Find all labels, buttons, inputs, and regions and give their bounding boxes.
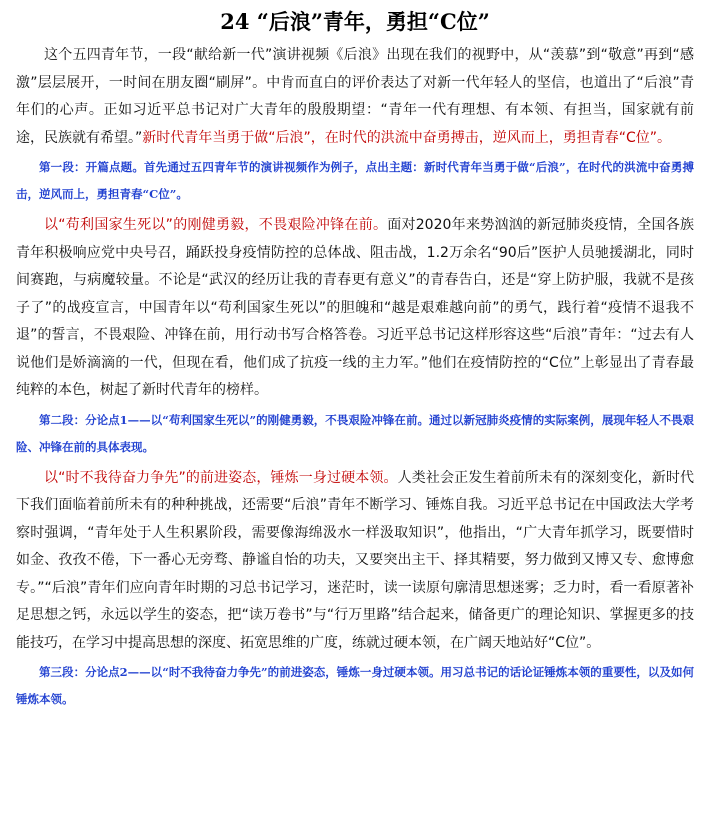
paragraph-3-highlight: 以“时不我待奋力争先”的前进姿态，锤炼一身过硬本领。 xyxy=(44,469,398,486)
paragraph-2-highlight: 以“苟利国家生死以”的刚健勇毅，不畏艰险冲锋在前。 xyxy=(44,217,388,233)
annotation-2: 第二段：分论点1——以“苟利国家生死以”的刚健勇毅，不畏艰险冲锋在前。通过以新冠肺炎疫情的实际案例，展现年轻人不畏艰险、冲锋在前的具体表现。 xyxy=(16,412,694,454)
paragraph-1-text: 这个五四青年节，一段“献给新一代”演讲视频《后浪》出现在我们的视野中，从“羡慕”到“敬意”再到“感激”层层展开，一时间在朋友圈“刷屏”。中肯而直白的评价表达了对新一代年轻人的坚信，也道出了“后浪”青年们的心声。正如习近平总书记对广大青年的殷殷期望：“青年一代有理想、有本领、有担当，国家就有前途，民族就有希望。” xyxy=(16,47,694,146)
essay-title: 24 “后浪”青年，勇担“C位” xyxy=(220,9,490,34)
paragraph-2 xyxy=(16,212,694,405)
paragraph-1 xyxy=(16,42,694,152)
paragraph-3-text: 人类社会正发生着前所未有的深刻变化，新时代下我们面临着前所未有的种种挑战，还需要“后浪”青年不断学习、锤炼自我。习近平总书记在中国政法大学考察时强调，“青年处于人生积累阶段，需要像海绵汲水一样汲取知识”，他指出，“广大青年抓学习，既要惜时如金、孜孜不倦，下一番心无旁骛、静谧自怡的功夫，又要突出主干、择其精要，努力做到又博又专、愈博愈专。”“后浪”青年们应向青年时期的习总书记学习，迷茫时，读一读原句廓清思想迷雾；乏力时，看一看原著补足思想之钙，永远以学生的姿态，把“读万卷书”与“行万里路”结合起来，储备更广的理论知识、掌握更多的技能技巧，在学习中提高思想的深度、拓宽思维的广度，练就过硬本领，在广阔天地站好“C位”。 xyxy=(16,469,694,651)
paragraph-3 xyxy=(16,465,694,658)
paragraph-1-highlight: 新时代青年当勇于做“后浪”，在时代的洪流中奋勇搏击，逆风而上，勇担青春“C位”。 xyxy=(142,129,672,146)
annotation-3: 第三段：分论点2——以“时不我待奋力争先”的前进姿态，锤炼一身过硬本领。用习总书记的话论证锤炼本领的重要性，以及如何锤炼本领。 xyxy=(16,665,694,706)
annotation-1: 第一段：开篇点题。首先通过五四青年节的演讲视频作为例子，点出主题：新时代青年当勇于做“后浪”，在时代的洪流中奋勇搏击，逆风而上，勇担青春“C位”。 xyxy=(16,160,694,201)
paragraph-2-text: 面对2020年来势汹汹的新冠肺炎疫情，全国各族青年积极响应党中央号召，踊跃投身疫情防控的总体战、阻击战，1.2万余名“90后”医护人员驰援湖北，同时间赛跑，与病魔较量。不论是“武汉的经历让我的青春更有意义”的青春告白，还是“穿上防护服，我就不是孩子了”的战疫宣言，中国青年以“苟利国家生死以”的胆魄和“越是艰难越向前”的勇气，践行着“疫情不退我不退”的誓言，不畏艰险、冲锋在前，用行动书写合格答卷。习近平总书记这样形容这些“后浪”青年：“过去有人说他们是娇滴滴的一代，但现在看，他们成了抗疫一线的主力军。”他们在疫情防控的“C位”上彰显出了青春最纯粹的本色，树起了新时代青年的榜样。 xyxy=(16,217,694,398)
